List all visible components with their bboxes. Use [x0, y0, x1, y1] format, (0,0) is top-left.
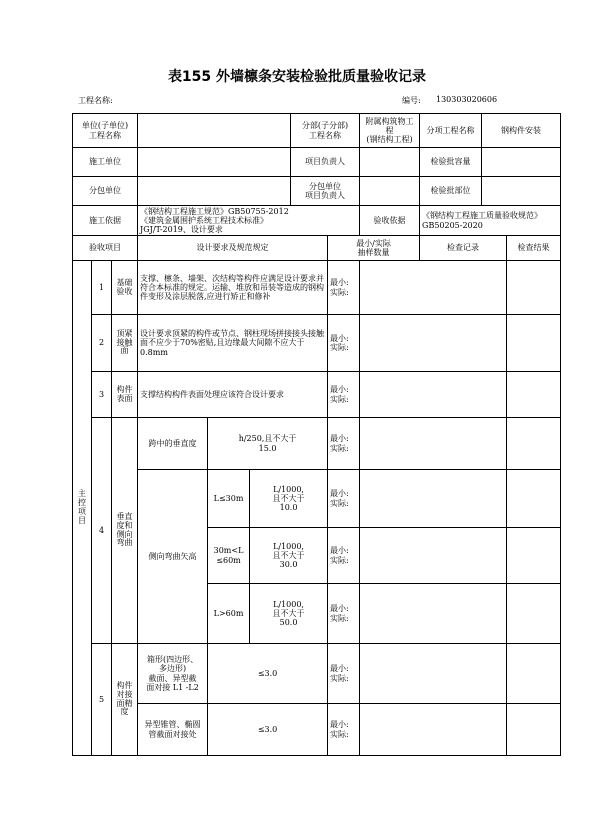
- construction-basis-label: 施工依据: [73, 206, 138, 236]
- bending-value: L/1000, 且不大于 50.0: [250, 584, 328, 644]
- joint-value: ≤3.0: [208, 704, 328, 756]
- acceptance-basis-value: 《钢结构工程施工质量验收规范》 GB50205-2020: [420, 206, 561, 236]
- row-item-name: 垂直 度和 侧向 弯曲: [112, 418, 138, 644]
- subitem-name-value: 钢构件安装: [482, 114, 561, 148]
- unit-name-value: [138, 114, 291, 148]
- column-min-actual: 最小/实际 抽样数量: [328, 236, 420, 261]
- unit-name-label: 单位(子单位) 工程名称: [73, 114, 138, 148]
- column-item: 验收项目: [73, 236, 138, 261]
- bending-value: L/1000, 且不大于 10.0: [250, 470, 328, 528]
- joint-value: ≤3.0: [208, 644, 328, 704]
- subcontract-leader-label: 分包单位 项目负责人: [291, 177, 360, 206]
- check-result: [507, 261, 561, 315]
- batch-location-value: [482, 177, 561, 206]
- row-number: 5: [92, 644, 112, 756]
- inspection-table: [72, 113, 561, 756]
- check-result: [507, 470, 561, 528]
- number-value: 130303020606: [436, 95, 498, 104]
- check-record: [360, 470, 507, 528]
- min-actual: 最小: 实际:: [328, 584, 360, 644]
- check-result: [507, 315, 561, 372]
- row-requirement: 支撑、檩条、墙架、次结构等构件应满足设计要求并符合本标准的规定。运输、堆放和吊装等造成的钢构件变形及涂层脱落,应进行矫正和修补: [138, 261, 328, 315]
- joint-label: 箱形(四边形、 多边形) 截面、异型截 面对接 L1 -L2: [138, 644, 208, 704]
- bending-condition: L>60m: [208, 584, 250, 644]
- check-record: [360, 372, 507, 418]
- subcontract-leader-value: [360, 177, 420, 206]
- check-result: [507, 584, 561, 644]
- column-record: 检查记录: [420, 236, 507, 261]
- check-record: [360, 584, 507, 644]
- min-actual: 最小: 实际:: [328, 372, 360, 418]
- row-number: 4: [92, 418, 112, 644]
- min-actual: 最小: 实际:: [328, 315, 360, 372]
- min-actual: 最小: 实际:: [328, 528, 360, 584]
- batch-capacity-value: [482, 148, 561, 177]
- bending-value: L/1000, 且不大于 30.0: [250, 528, 328, 584]
- column-requirement: 设计要求及规范规定: [138, 236, 328, 261]
- row-number: 1: [92, 261, 112, 315]
- min-actual: 最小: 实际:: [328, 644, 360, 704]
- division-name-value: 附属构筑物工程 (钢结构工程): [360, 114, 420, 148]
- row-item-name: 构件 对接 面精 度: [112, 644, 138, 756]
- project-leader-label: 项目负责人: [291, 148, 360, 177]
- row-number: 3: [92, 372, 112, 418]
- check-result: [507, 704, 561, 756]
- bending-condition: L≤30m: [208, 470, 250, 528]
- check-record: [360, 315, 507, 372]
- bending-label: 侧向弯曲矢高: [138, 470, 208, 644]
- check-record: [360, 644, 507, 704]
- row-item-name: 顶紧 接触 面: [112, 315, 138, 372]
- check-result: [507, 372, 561, 418]
- batch-capacity-label: 检验批容量: [420, 148, 482, 177]
- joint-label: 异型锥管、椭圆 管截面对接处: [138, 704, 208, 756]
- page-title: 表155 外墙檩条安装检验批质量验收记录: [167, 69, 427, 85]
- min-actual: 最小: 实际:: [328, 470, 360, 528]
- check-result: [507, 644, 561, 704]
- acceptance-basis-label: 验收依据: [360, 206, 420, 236]
- construction-basis-value: 《钢结构工程施工规范》GB50755-2012 《建筑金属围护系统工程技术标准》 JGJ/T-2019、设计要求: [138, 206, 360, 236]
- row-requirement: 设计要求顶紧的构件或节点、钢柱现场拼接接头接触面不应少于70%密贴,且边缘最大间隙不应大于0.8mm: [138, 315, 328, 372]
- row-item-name: 基础 验收: [112, 261, 138, 315]
- number-label: 编号:: [402, 96, 421, 105]
- check-result: [507, 418, 561, 470]
- vertical-value: h/250,且不大于 15.0: [208, 418, 328, 470]
- column-result: 检查结果: [507, 236, 561, 261]
- check-record: [360, 261, 507, 315]
- min-actual: 最小: 实际:: [328, 261, 360, 315]
- vertical-label: 跨中的垂直度: [138, 418, 208, 470]
- check-record: [360, 704, 507, 756]
- project-name-label: 工程名称:: [78, 96, 113, 105]
- subcontract-unit-value: [138, 177, 291, 206]
- check-result: [507, 528, 561, 584]
- min-actual: 最小: 实际:: [328, 418, 360, 470]
- row-item-name: 构件 表面: [112, 372, 138, 418]
- batch-location-label: 检验批部位: [420, 177, 482, 206]
- min-actual: 最小: 实际:: [328, 704, 360, 756]
- subcontract-unit-label: 分包单位: [73, 177, 138, 206]
- main-control-label: 主 控 项 目: [73, 261, 92, 756]
- project-leader-value: [360, 148, 420, 177]
- row-requirement: 支撑结构构件表面处理应该符合设计要求: [138, 372, 328, 418]
- division-name-label: 分部(子分部) 工程名称: [291, 114, 360, 148]
- construction-unit-value: [138, 148, 291, 177]
- subitem-name-label: 分项工程名称: [420, 114, 482, 148]
- construction-unit-label: 施工单位: [73, 148, 138, 177]
- row-number: 2: [92, 315, 112, 372]
- bending-condition: 30m<L ≤60m: [208, 528, 250, 584]
- check-record: [360, 528, 507, 584]
- check-record: [360, 418, 507, 470]
